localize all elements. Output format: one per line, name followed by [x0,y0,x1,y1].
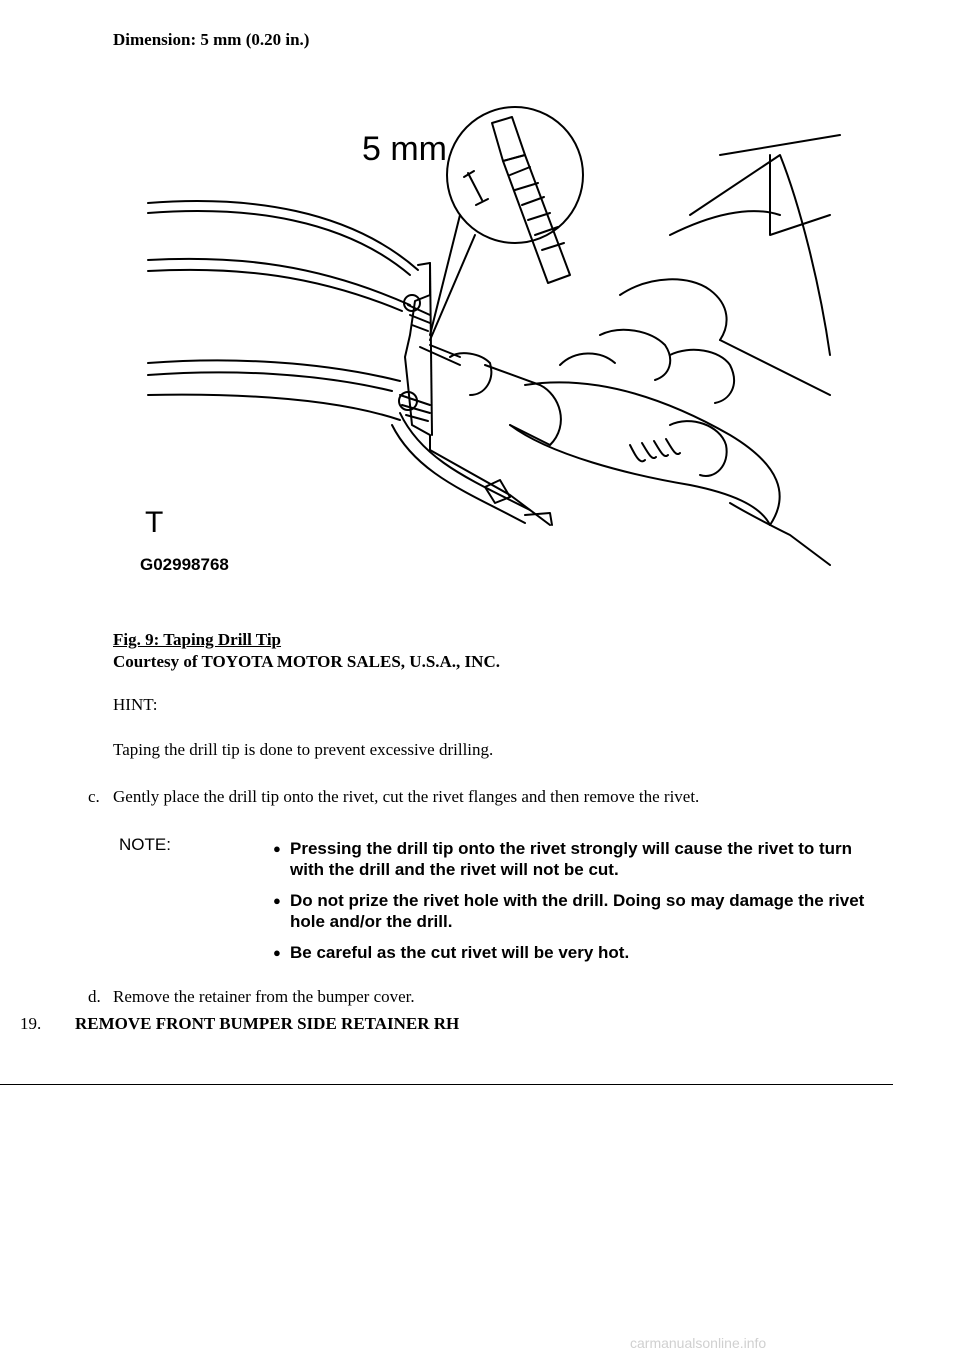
step-heading: REMOVE FRONT BUMPER SIDE RETAINER RH [75,1014,460,1033]
hint-label: HINT: [113,695,158,714]
note-item: ● Pressing the drill tip onto the rivet strongly will cause the rivet to turn with the drill and the rivet will not be cut. [273,839,853,879]
figure-caption: Fig. 9: Taping Drill Tip [113,630,282,649]
step-d [88,987,415,1007]
step-text: Gently place the drill tip onto the rivet, cut the rivet flanges and then remove the rivet. [113,787,700,806]
step-text: Remove the retainer from the bumper cover. [113,987,415,1006]
figure-corner-letter: T [145,506,164,539]
note-list [270,838,880,973]
step-marker: 19. [20,1014,42,1033]
figure-code: G02998768 [140,555,229,574]
bullet-icon: ● [273,945,281,960]
bullet-icon: ● [273,893,281,908]
dimension-heading: Dimension: 5 mm (0.20 in.) [113,30,310,49]
step-19 [20,1014,460,1034]
bullet-icon: ● [273,841,281,856]
page-divider [0,1084,893,1085]
note-item: ● Do not prize the rivet hole with the drill. Doing so may damage the rivet hole and/or the drill. [273,891,865,931]
hint-text: Taping the drill tip is done to prevent excessive drilling. [113,740,494,759]
watermark: carmanualsonline.info [630,1335,767,1351]
note-item: ● Be careful as the cut rivet will be very hot. [273,943,630,962]
note-label: NOTE: [119,835,171,854]
figure-courtesy: Courtesy of TOYOTA MOTOR SALES, U.S.A., INC. [113,652,500,671]
drill-tip-figure [130,95,890,585]
step-marker: d. [88,987,101,1006]
step-c [88,787,700,807]
dimension-callout: 5 mm [362,130,447,168]
step-marker: c. [88,787,100,806]
